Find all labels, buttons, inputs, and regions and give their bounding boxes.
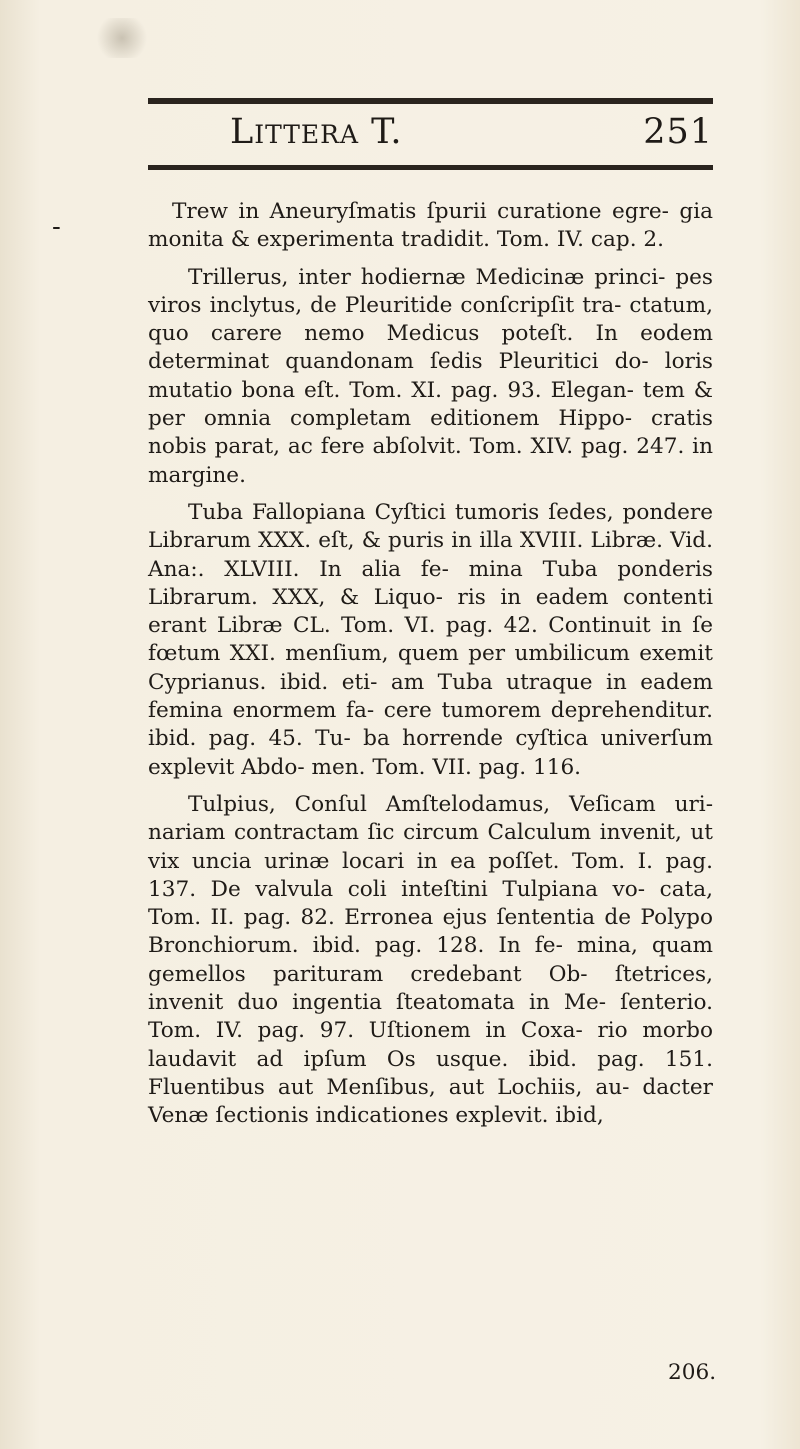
paragraph-trillerus: Trillerus, inter hodiernæ Medicinæ princi- pes viros inclytus, de Pleuritide conſcripſit tra- ctatum, quo carere nemo Medicus poteſt. In eodem determinat quandonam ſedis Pleuritici do- loris mutatio bona eſt. Tom. XI. pag. 93. Elegan- tem & per omnia completam editionem Hippo- cratis nobis parat, ac fere abſolvit. Tom. XIV. pag. 247. in margine. <box>148 264 713 488</box>
body-text <box>148 198 713 1140</box>
paragraph-trew: Trew in Aneuryſmatis ſpurii curatione egre- gia monita & experimenta tradidit. Tom. IV. cap. 2. <box>148 199 713 253</box>
header-rule-bottom <box>148 165 713 170</box>
header-title: Littera T. <box>230 112 403 152</box>
header-rule-top <box>148 98 713 104</box>
paragraph-tulpius: Tulpius, Conſul Amſtelodamus, Veſicam uri- nariam contractam ſic circum Calculum invenit, ut vix uncia urinæ locari in ea poſſet. Tom. I. pag. 137. De valvula coli inteſtini Tulpiana vo- cata, Tom. II. pag. 82. Erronea ejus ſententia de Polypo Bronchiorum. ibid. pag. 128. In fe- mina, quam gemellos parituram credebant Ob- ſtetrices, invenit duo ingentia ſteatomata in Me- ſenterio. Tom. IV. pag. 97. Uſtionem in Coxa- rio morbo laudavit ad ipſum Os usque. ibid. pag. 151. Fluentibus aut Menſibus, aut Lochiis, au- dacter Venæ ſectionis indicationes explevit. ibid, <box>148 791 713 1129</box>
paragraph-tuba-fallopiana: Tuba Fallopiana Cyſtici tumoris ſedes, pondere Librarum XXX. eſt, & puris in illa XVIII. Libræ. Vid. Ana:. XLVIII. In alia fe- mina Tuba ponderis Librarum. XXX, & Liquo- ris in eadem contenti erant Libræ CL. Tom. VI. pag. 42. Continuit in ſe fœtum XXI. menſium, quem per umbilicum exemit Cyprianus. ibid. eti- am Tuba utraque in eadem femina enormem fa- cere tumorem deprehenditur. ibid. pag. 45. Tu- ba horrende cyſtica univerſum explevit Abdo- men. Tom. VII. pag. 116. <box>148 499 713 780</box>
catchword: 206. <box>668 1360 717 1385</box>
running-header <box>148 110 713 158</box>
ink-smudge <box>92 18 152 58</box>
page-number: 251 <box>643 112 713 152</box>
margin-dash: - <box>52 212 61 242</box>
